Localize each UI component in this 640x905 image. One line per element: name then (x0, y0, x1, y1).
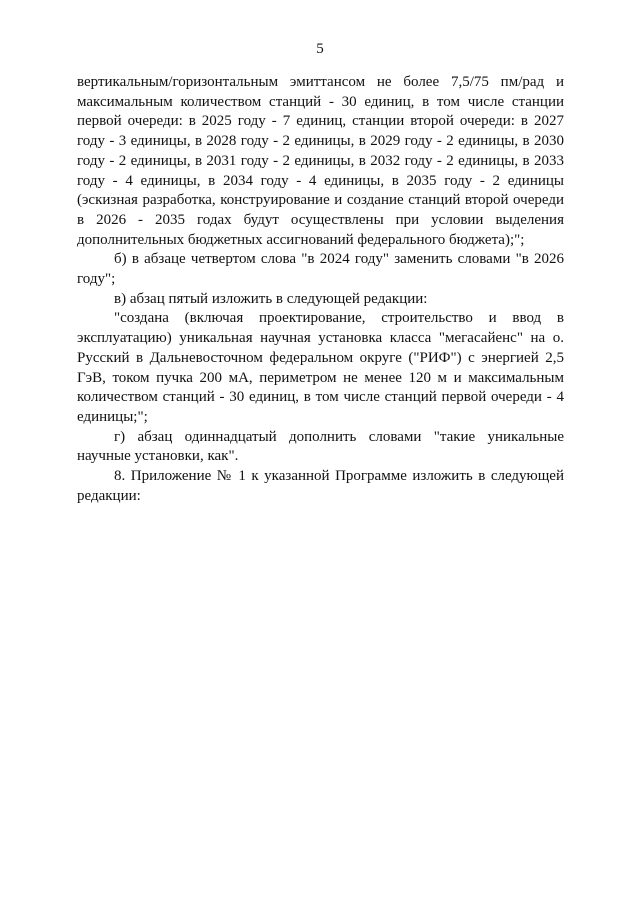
paragraph-continuation: вертикальным/горизонтальным эмиттансом не более 7,5/75 пм/рад и максимальным количеством станций - 30 единиц, в том числе станции первой очереди: в 2025 году - 7 единиц, станции второй очереди: в 2027 году - 3 единицы, в 2028 году - 2 единицы, в 2029 году - 2 единицы, в 2030 году - 2 единицы, в 2031 году - 2 единицы, в 2032 году - 2 единицы, в 2033 году - 4 единицы, в 2034 году - 4 единицы, в 2035 году - 2 единицы (эскизная разработка, конструирование и создание станций второй очереди в 2026 - 2035 годах будут осуществлены при условии выделения дополнительных бюджетных ассигнований федерального бюджета);"; (77, 74, 564, 248)
paragraph-item-8: 8. Приложение № 1 к указанной Программе изложить в следующей редакции: (77, 468, 564, 504)
document-body (77, 73, 564, 506)
paragraph-item-g: г) абзац одиннадцатый дополнить словами "такие уникальные научные установки, как". (77, 428, 564, 465)
paragraph-item-b: б) в абзаце четвертом слова "в 2024 году" заменить словами "в 2026 году"; (77, 251, 564, 288)
paragraph-quoted-text: "создана (включая проектирование, строительство и ввод в эксплуатацию) уникальная научная установка класса "мегасайенс" на о. Русский в Дальневосточном федеральном округе ("РИФ") с энергией 2,5 ГэВ, током пучка 200 мА, периметром не менее 120 м и максимальным количеством станций - 30 единиц, в том числе станций первой очереди - 4 единицы;"; (77, 310, 564, 425)
page-number: 5 (316, 41, 324, 57)
paragraph-item-v: в) абзац пятый изложить в следующей редакции: (114, 290, 428, 307)
